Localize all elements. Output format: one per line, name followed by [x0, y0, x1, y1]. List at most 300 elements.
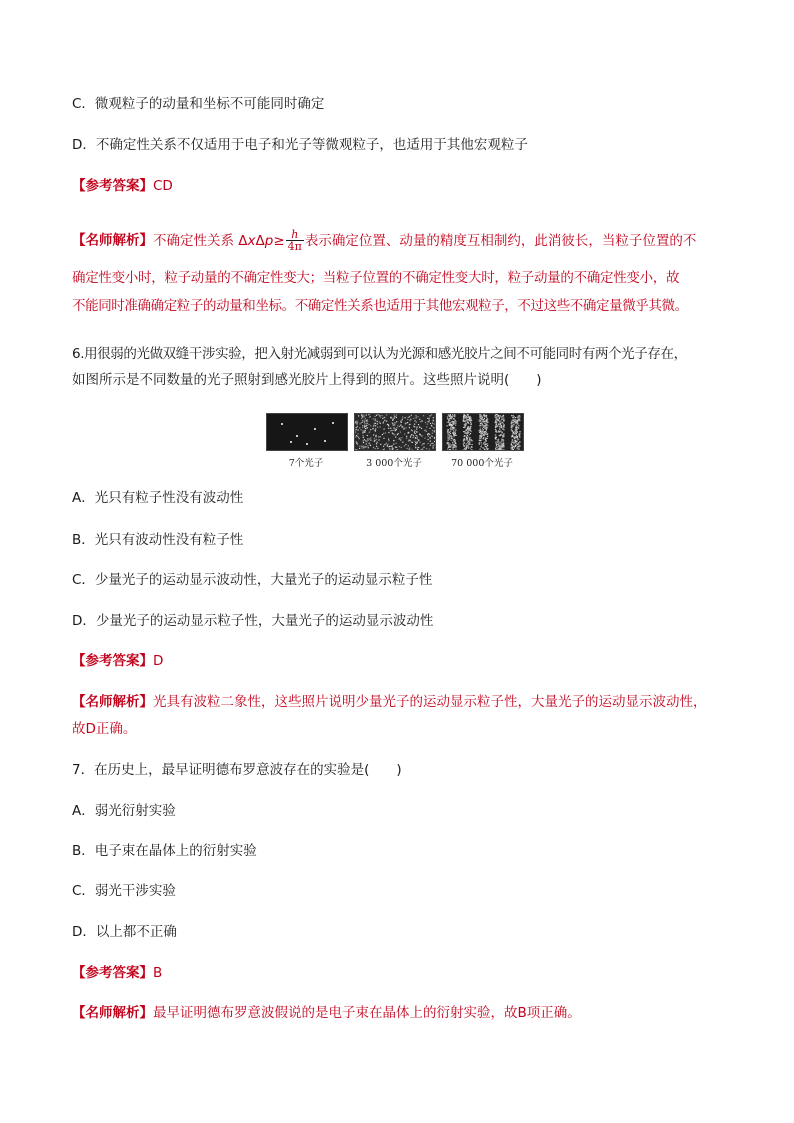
photon-dot: [486, 438, 487, 439]
photon-dot: [486, 417, 487, 418]
photon-dot: [367, 435, 368, 436]
photon-dot: [456, 421, 457, 422]
photon-dot: [468, 436, 469, 437]
photon-dot: [501, 439, 502, 440]
photon-dot: [394, 418, 395, 419]
photon-dot: [399, 438, 400, 439]
photon-dot: [480, 418, 481, 419]
photon-dot: [431, 414, 432, 415]
photon-dot: [463, 427, 464, 428]
photon-dot: [463, 419, 464, 420]
photon-dot: [467, 442, 468, 443]
photon-dot: [471, 431, 472, 432]
photon-dot: [423, 415, 424, 416]
photon-dot: [363, 447, 364, 448]
photon-dot: [364, 427, 365, 428]
photon-dot: [390, 430, 391, 431]
photon-dot: [513, 415, 514, 416]
photon-dot: [447, 416, 448, 417]
photon-dot: [367, 440, 368, 441]
photon-dot: [401, 425, 402, 426]
photon-dot: [423, 447, 424, 448]
photon-dot: [404, 428, 405, 429]
photon-dot: [479, 440, 480, 441]
photon-dot: [411, 434, 412, 435]
photon-dot: [502, 419, 503, 420]
photon-dot: [367, 420, 368, 421]
photon-dot: [515, 423, 516, 424]
photon-dot: [518, 419, 519, 420]
q7-answer: [72, 963, 162, 983]
photon-dot: [410, 435, 411, 436]
photon-dot: [367, 419, 368, 420]
photon-dot: [455, 449, 456, 450]
photon-dot: [355, 429, 356, 430]
photon-dot: [382, 418, 383, 419]
photon-dot: [485, 425, 486, 426]
photon-dot: [409, 440, 410, 441]
photon-dot: [448, 415, 449, 416]
photon-dot: [395, 447, 396, 448]
photon-dot: [389, 446, 390, 447]
photon-dot: [377, 442, 378, 443]
photon-dot: [409, 427, 410, 428]
photon-dot: [429, 428, 430, 429]
photon-dot: [399, 426, 400, 427]
photon-dot: [375, 425, 376, 426]
photon-dot: [419, 427, 420, 428]
photo-medium-photons: [354, 413, 436, 451]
photon-dot: [388, 428, 389, 429]
photon-dot: [359, 446, 360, 447]
photon-dot: [363, 437, 364, 438]
photon-dot: [361, 447, 362, 448]
photon-dot: [395, 430, 396, 431]
photon-dot: [485, 440, 486, 441]
photon-dot: [369, 443, 370, 444]
photon-dot: [450, 418, 451, 419]
photon-dot: [502, 435, 503, 436]
photon-dot: [388, 432, 389, 433]
photon-dot: [503, 440, 504, 441]
photon-dot: [394, 416, 395, 417]
photon-dot: [376, 446, 377, 447]
photon-dot: [463, 431, 464, 432]
photon-dot: [497, 426, 498, 427]
photon-dot: [450, 414, 451, 415]
photon-dot: [448, 440, 449, 441]
photon-dot: [501, 441, 502, 442]
photon-dot: [503, 444, 504, 445]
photon-dot: [408, 432, 409, 433]
q7-analysis-line-1: [72, 1003, 581, 1023]
photon-dot: [416, 422, 417, 423]
photon-dot: [485, 438, 486, 439]
photon-dot: [361, 418, 362, 419]
photon-dot: [501, 420, 502, 421]
photon-dot: [466, 418, 467, 419]
photon-dot: [455, 447, 456, 448]
photon-dot: [383, 449, 384, 450]
photon-dot: [370, 416, 371, 417]
photon-dot: [394, 414, 395, 415]
photon-dot: [465, 415, 466, 416]
photon-dot: [514, 419, 515, 420]
photon-dot: [358, 437, 359, 438]
photon-dot: [395, 443, 396, 444]
photon-dot: [486, 419, 487, 420]
photon-dot: [428, 439, 429, 440]
photon-dot: [495, 438, 496, 439]
photon-dot: [465, 430, 466, 431]
photon-dot: [409, 420, 410, 421]
photon-dot: [503, 415, 504, 416]
photon-dot: [370, 429, 371, 430]
photon-dot: [499, 442, 500, 443]
photon-dot: [449, 420, 450, 421]
photon-dot: [366, 415, 367, 416]
photon-dot: [514, 440, 515, 441]
photon-dot: [450, 444, 451, 445]
photon-dot: [518, 428, 519, 429]
photon-dot: [463, 441, 464, 442]
photon-dot: [364, 430, 365, 431]
photon-dot: [365, 446, 366, 447]
photon-dot: [517, 429, 518, 430]
photon-dot: [479, 442, 480, 443]
q7-option-a: A．弱光衍射实验: [72, 803, 176, 819]
photon-dot: [387, 424, 388, 425]
photon-dot: [362, 416, 363, 417]
photon-dot: [455, 446, 456, 447]
photon-dot: [397, 449, 398, 450]
caption-2: 3 000个光子: [366, 458, 422, 469]
photon-dot: [495, 415, 496, 416]
photon-dot: [417, 442, 418, 443]
photon-dot: [396, 414, 397, 415]
photon-dot: [481, 442, 482, 443]
photon-dot: [463, 420, 464, 421]
photon-dot: [519, 450, 520, 451]
photon-dot: [468, 416, 469, 417]
photon-dot: [396, 429, 397, 430]
photon-dot: [356, 435, 357, 436]
photon-dot: [498, 420, 499, 421]
photon-dot: [367, 423, 368, 424]
photon-dot: [374, 440, 375, 441]
photon-dot: [396, 417, 397, 418]
photon-dot: [514, 433, 515, 434]
analysis-text: [153, 228, 697, 253]
photon-dot: [396, 427, 397, 428]
q6-answer: [72, 651, 163, 671]
photon-dot: [413, 435, 414, 436]
photon-dot: [368, 447, 369, 448]
photon-dot: [514, 447, 515, 448]
q6-option-b: B．光只有波动性没有粒子性: [72, 532, 244, 548]
photon-dot: [415, 438, 416, 439]
photon-dot: [413, 418, 414, 419]
photon-dot: [392, 445, 393, 446]
analysis-text: 最早证明德布罗意波假说的是电子束在晶体上的衍射实验，故B项正确。: [153, 1005, 581, 1021]
photon-dot: [515, 445, 516, 446]
photon-dot: [483, 438, 484, 439]
photon-dot: [501, 427, 502, 428]
photon-dot: [484, 423, 485, 424]
photon-dot: [463, 449, 464, 450]
photon-dot: [453, 430, 454, 431]
photon-dot: [479, 430, 480, 431]
photon-dot: [409, 424, 410, 425]
photon-dot: [449, 439, 450, 440]
photon-dot: [359, 427, 360, 428]
photon-dot: [481, 440, 482, 441]
photon-dot: [452, 425, 453, 426]
photon-dot: [414, 426, 415, 427]
photon-dot: [414, 424, 415, 425]
photon-dot: [516, 422, 517, 423]
photon-dot: [485, 442, 486, 443]
photon-dot: [450, 428, 451, 429]
photon-dot: [512, 440, 513, 441]
photon-dot: [452, 438, 453, 439]
photon-dot: [361, 422, 362, 423]
photon-dot: [357, 444, 358, 445]
photon-dot: [468, 446, 469, 447]
photon-dot: [401, 422, 402, 423]
photon-dot: [397, 425, 398, 426]
photon-dot: [383, 446, 384, 447]
photon-dot: [447, 442, 448, 443]
photon-dot: [495, 427, 496, 428]
photon-dot: [465, 423, 466, 424]
analysis-pre: 不确定性关系 Δ: [153, 232, 248, 249]
photon-dot: [449, 435, 450, 436]
photon-dot: [384, 429, 385, 430]
photon-dot: [368, 424, 369, 425]
photon-dot: [377, 423, 378, 424]
photon-dot: [503, 427, 504, 428]
photon-dot: [385, 432, 386, 433]
photon-dot: [375, 429, 376, 430]
photon-dot: [373, 434, 374, 435]
photon-dot: [370, 437, 371, 438]
photon-dot: [453, 421, 454, 422]
photon-dot: [487, 449, 488, 450]
photon-dot: [432, 443, 433, 444]
photon-dot: [400, 432, 401, 433]
caption-3: 70 000个光子: [451, 458, 513, 469]
photon-dot: [368, 414, 369, 415]
photon-dot: [504, 429, 505, 430]
q6-option-c: C．少量光子的运动显示波动性，大量光子的运动显示粒子性: [72, 572, 433, 588]
photon-dot: [379, 421, 380, 422]
photo-medium-photons-graphic: [355, 414, 435, 450]
q6-stem-line-1: 6.用很弱的光做双缝干涉实验，把入射光减弱到可以认为光源和感光胶片之间不可能同时有两个光子存在，: [72, 346, 687, 362]
photon-dot: [481, 425, 482, 426]
photon-dot: [393, 448, 394, 449]
photon-dot: [375, 448, 376, 449]
photon-dot: [402, 442, 403, 443]
photon-dot: [468, 426, 469, 427]
photon-dot: [433, 445, 434, 446]
photon-dot: [501, 448, 502, 449]
photon-dot: [380, 426, 381, 427]
photon-dot: [364, 439, 365, 440]
photon-dot: [483, 421, 484, 422]
photon-dot: [471, 440, 472, 441]
photon-dot: [377, 427, 378, 428]
photon-dot: [386, 414, 387, 415]
photon-dot: [415, 444, 416, 445]
photon-dot: [416, 417, 417, 418]
photon-dot: [518, 446, 519, 447]
photon-dot: [356, 443, 357, 444]
photon-dot: [480, 449, 481, 450]
photon-dot: [420, 442, 421, 443]
photon-dot: [469, 420, 470, 421]
photon-dot: [487, 443, 488, 444]
photon-dot: [495, 417, 496, 418]
photon-dot: [357, 422, 358, 423]
photon-dot: [378, 439, 379, 440]
photon-dot: [366, 425, 367, 426]
photon-dot: [485, 444, 486, 445]
photon-dot: [514, 431, 515, 432]
photon-dot: [408, 417, 409, 418]
analysis-text: 光具有波粒二象性，这些照片说明少量光子的运动显示粒子性，大量光子的运动显示波动性，: [153, 694, 707, 710]
photon-dot: [463, 416, 464, 417]
photon-dot: [486, 421, 487, 422]
photon-dot: [464, 425, 465, 426]
photon-dot: [426, 426, 427, 427]
photon-dot: [503, 434, 504, 435]
photon-dot: [433, 417, 434, 418]
photon-dot: [472, 444, 473, 445]
photon-dot: [450, 446, 451, 447]
photon-dot: [367, 445, 368, 446]
photon-dot: [428, 421, 429, 422]
q6-option-d: D．少量光子的运动显示粒子性，大量光子的运动显示波动性: [72, 613, 434, 629]
photon-dot: [417, 416, 418, 417]
photon-dot: [426, 448, 427, 449]
q5-analysis-line-3: 不能同时准确确定粒子的动量和坐标。不确定性关系也适用于其他宏观粒子，不过这些不确定量微乎其微。: [72, 298, 688, 314]
photon-dot: [483, 415, 484, 416]
photon-dot: [518, 443, 519, 444]
photon-dot: [405, 444, 406, 445]
photon-dot: [401, 437, 402, 438]
photon-dot: [455, 443, 456, 444]
photon-dot: [404, 434, 405, 435]
photon-dot: [463, 439, 464, 440]
photon-dot: [496, 439, 497, 440]
photon-dot: [464, 417, 465, 418]
photon-dot: [412, 449, 413, 450]
photon-dot: [417, 438, 418, 439]
photon-dot: [452, 429, 453, 430]
photon-dot: [447, 425, 448, 426]
photon-dot: [421, 435, 422, 436]
photon-dot: [496, 414, 497, 415]
photon-dot: [469, 418, 470, 419]
photon-dot: [447, 435, 448, 436]
photon-dot: [500, 443, 501, 444]
photon-dot: [433, 427, 434, 428]
photon-dot: [430, 441, 431, 442]
q5-answer: [72, 176, 173, 196]
photon-dot: [408, 445, 409, 446]
photon-dot: [362, 427, 363, 428]
photon-dot: [383, 433, 384, 434]
photon-dot: [481, 434, 482, 435]
photon-dot: [362, 422, 363, 423]
photon-dot: [375, 416, 376, 417]
photon-dot: [468, 443, 469, 444]
analysis-line1-rest: 表示确定位置、动量的精度互相制约，此消彼长，当粒子位置的不: [304, 232, 697, 249]
photon-dot: [512, 447, 513, 448]
photon-dot: [452, 416, 453, 417]
analysis-label: 【名师解析】: [72, 694, 153, 710]
photon-dot: [469, 428, 470, 429]
photon-dot: [495, 443, 496, 444]
fraction-numerator: h: [286, 229, 304, 241]
photon-dot: [466, 437, 467, 438]
photon-dot: [500, 424, 501, 425]
photon-dot: [486, 433, 487, 434]
photon-dot: [513, 449, 514, 450]
photon-dot: [495, 437, 496, 438]
photon-dot: [415, 433, 416, 434]
photon-dot: [419, 419, 420, 420]
photon-dot: [363, 440, 364, 441]
photon-dot: [499, 431, 500, 432]
photon-dot: [364, 420, 365, 421]
photon-dot: [365, 418, 366, 419]
photon-dot: [482, 417, 483, 418]
photo-many-photons-graphic: [443, 414, 523, 450]
photon-dot: [414, 441, 415, 442]
photon-dot: [370, 445, 371, 446]
photon-dot: [470, 424, 471, 425]
photon-dot: [452, 421, 453, 422]
photon-dot: [422, 444, 423, 445]
photon-dot: [519, 415, 520, 416]
photon-dot: [431, 425, 432, 426]
photon-dot: [511, 425, 512, 426]
photon-dot: [498, 415, 499, 416]
answer-label: 【参考答案】: [72, 178, 153, 194]
photon-dot: [367, 438, 368, 439]
photon-dot: [468, 432, 469, 433]
photon-dot: [519, 437, 520, 438]
photon-dot: [379, 415, 380, 416]
photon-dot: [453, 424, 454, 425]
photon-dot: [369, 432, 370, 433]
photon-dot: [415, 420, 416, 421]
photon-dot: [479, 432, 480, 433]
photon-dot: [467, 440, 468, 441]
photon-dot: [400, 439, 401, 440]
photon-dot: [464, 427, 465, 428]
photon-dot: [448, 444, 449, 445]
photon-dot: [431, 435, 432, 436]
photon-dot: [357, 433, 358, 434]
photon-dot: [422, 421, 423, 422]
photon-dot: [406, 438, 407, 439]
photon-dot: [517, 448, 518, 449]
photon-dot: [383, 422, 384, 423]
photon-dot: [404, 417, 405, 418]
